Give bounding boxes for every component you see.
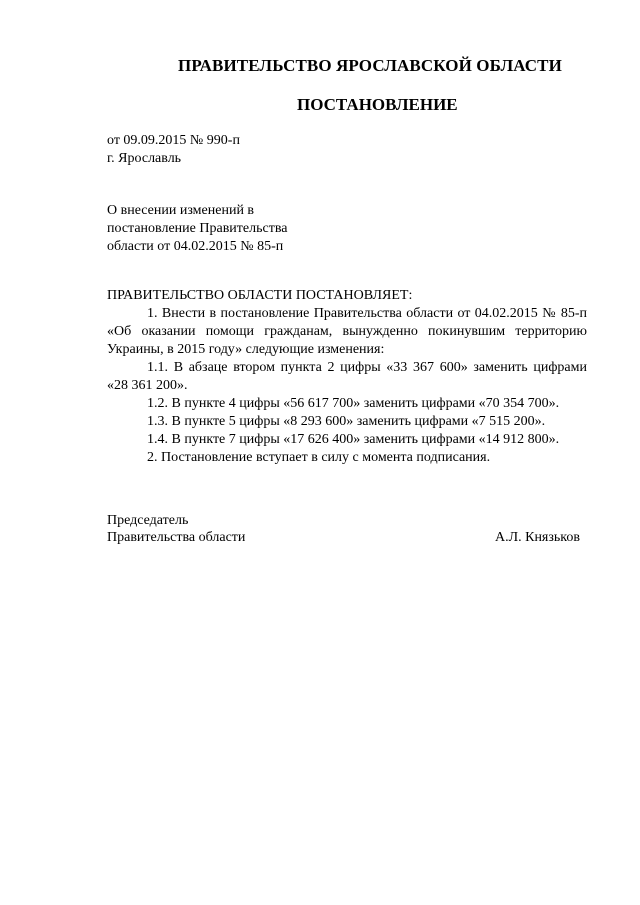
item-2: 2. Постановление вступает в силу с момента подписания. bbox=[147, 450, 491, 465]
subject-line-2: постановление Правительства bbox=[107, 221, 288, 236]
signatory-title-line-2: Правительства области bbox=[107, 530, 246, 545]
signatory-title-line-1: Председатель bbox=[107, 513, 189, 528]
item-1-2: 1.2. В пункте 4 цифры «56 617 700» заменить цифрами «70 354 700». bbox=[147, 396, 560, 411]
item-1-3: 1.3. В пункте 5 цифры «8 293 600» заменить цифрами «7 515 200». bbox=[147, 414, 546, 429]
item-1-4: 1.4. В пункте 7 цифры «17 626 400» заменить цифрами «14 912 800». bbox=[147, 432, 560, 447]
resolution-body bbox=[107, 287, 587, 467]
subject-line-1: О внесении изменений в bbox=[107, 203, 255, 218]
item-1-1: 1.1. В абзаце втором пункта 2 цифры «33 367 600» заменить цифрами «28 361 200». bbox=[107, 360, 587, 393]
date-number-line: от 09.09.2015 № 990-п bbox=[107, 133, 240, 148]
city-line: г. Ярославль bbox=[107, 151, 182, 166]
item-1: 1. Внести в постановление Правительства области от 04.02.2015 № 85-п «Об оказании помощи гражданам, вынужденно покинувшим территорию Украины, в 2015 году» следующие изменения: bbox=[107, 306, 587, 357]
signatory-name: А.Л. Князьков bbox=[495, 530, 580, 545]
resolves-heading: ПРАВИТЕЛЬСТВО ОБЛАСТИ ПОСТАНОВЛЯЕТ: bbox=[107, 288, 413, 303]
subject-line-3: области от 04.02.2015 № 85-п bbox=[107, 239, 284, 254]
organization-title: ПРАВИТЕЛЬСТВО ЯРОСЛАВСКОЙ ОБЛАСТИ bbox=[178, 56, 562, 75]
document-type-title: ПОСТАНОВЛЕНИЕ bbox=[297, 95, 458, 114]
